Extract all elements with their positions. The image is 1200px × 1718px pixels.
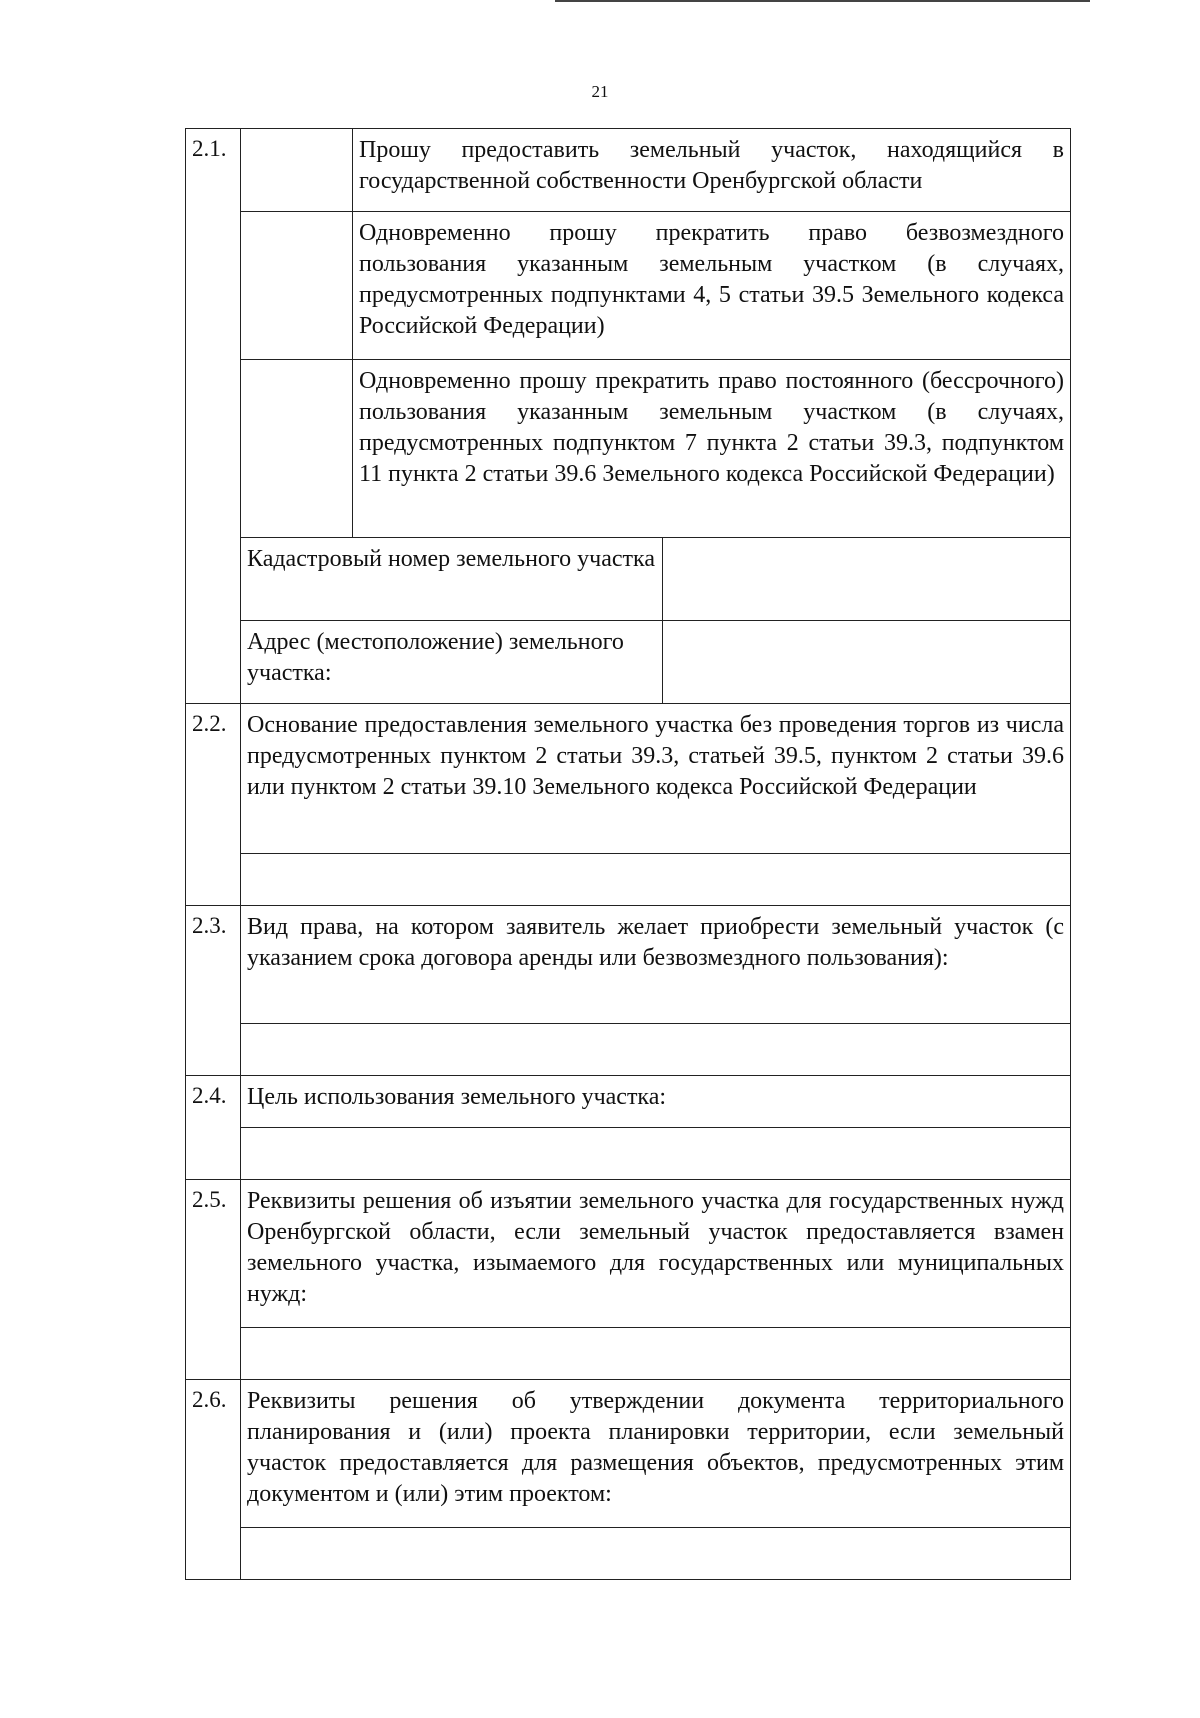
section-2-1-row-terminate-permanent — [186, 360, 1071, 538]
section-2-4-row-value — [186, 1128, 1071, 1180]
terminate-free-use-checkbox-cell[interactable] — [241, 212, 353, 360]
section-2-5-row-value — [186, 1328, 1071, 1380]
section-2-3-number: 2.3. — [186, 906, 241, 1076]
page-number: 21 — [591, 82, 609, 101]
section-2-4-number: 2.4. — [186, 1076, 241, 1180]
section-2-2-row-value — [186, 854, 1071, 906]
section-2-1-row-terminate-free — [186, 212, 1071, 360]
section-2-2-number: 2.2. — [186, 704, 241, 906]
application-form — [185, 128, 1070, 1580]
section-2-5-label: Реквизиты решения об изъятии земельного участка для государственных нужд Оренбургской области, если земельный участок предоставляется взамен земельного участка, изымаемого для государственных или муниципальных нужд: — [241, 1180, 1071, 1328]
section-2-2-row-label — [186, 704, 1071, 854]
section-2-3-row-value — [186, 1024, 1071, 1076]
address-field[interactable] — [663, 621, 1071, 704]
section-2-6-row-value — [186, 1528, 1071, 1580]
scan-edge-line — [555, 0, 1090, 2]
terminate-free-use-text: Одновременно прошу прекратить право безвозмездного пользования указанным земельным участком (в случаях, предусмотренных подпунктами 4, 5 статьи 39.5 Земельного кодекса Российской Федерации) — [353, 212, 1071, 360]
section-2-5-row-label — [186, 1180, 1071, 1328]
section-2-6-row-label — [186, 1380, 1071, 1528]
terminate-permanent-use-checkbox-cell[interactable] — [241, 360, 353, 538]
cadastral-number-field[interactable] — [663, 538, 1071, 621]
section-2-1-row-cadastral — [186, 538, 1071, 621]
section-2-2-field[interactable] — [241, 854, 1071, 906]
address-label: Адрес (местоположение) земельного участка: — [241, 621, 663, 704]
section-2-6-label: Реквизиты решения об утверждении документа территориального планирования и (или) проекта планировки территории, если земельный участок предоставляется для размещения объектов, предусмотренных этим документом и (или) этим проектом: — [241, 1380, 1071, 1528]
terminate-permanent-use-text: Одновременно прошу прекратить право постоянного (бессрочного) пользования указанным земельным участком (в случаях, предусмотренных подпунктом 7 пункта 2 статьи 39.3, подпунктом 11 пункта 2 статьи 39.6 Земельного кодекса Российской Федерации) — [353, 360, 1071, 538]
section-2-6-number: 2.6. — [186, 1380, 241, 1580]
section-2-3-label: Вид права, на котором заявитель желает приобрести земельный участок (с указанием срока договора аренды или безвозмездного пользования): — [241, 906, 1071, 1024]
section-2-1-number: 2.1. — [186, 129, 241, 704]
provide-checkbox-cell[interactable] — [241, 129, 353, 212]
section-2-3-row-label — [186, 906, 1071, 1024]
section-2-4-field[interactable] — [241, 1128, 1071, 1180]
section-2-1-row-address — [186, 621, 1071, 704]
application-form-table — [185, 128, 1071, 1580]
cadastral-number-label: Кадастровый номер земельного участка — [241, 538, 663, 621]
section-2-6-field[interactable] — [241, 1528, 1071, 1580]
section-2-3-field[interactable] — [241, 1024, 1071, 1076]
section-2-5-number: 2.5. — [186, 1180, 241, 1380]
section-2-4-label: Цель использования земельного участка: — [241, 1076, 1071, 1128]
section-2-2-label: Основание предоставления земельного участка без проведения торгов из числа предусмотренных пунктом 2 статьи 39.3, статьей 39.5, пунктом 2 статьи 39.6 или пунктом 2 статьи 39.10 Земельного кодекса Российской Федерации — [241, 704, 1071, 854]
provide-request-text: Прошу предоставить земельный участок, находящийся в государственной собственности Оренбургской области — [353, 129, 1071, 212]
section-2-5-field[interactable] — [241, 1328, 1071, 1380]
section-2-1-row-provide — [186, 129, 1071, 212]
section-2-4-row-label — [186, 1076, 1071, 1128]
